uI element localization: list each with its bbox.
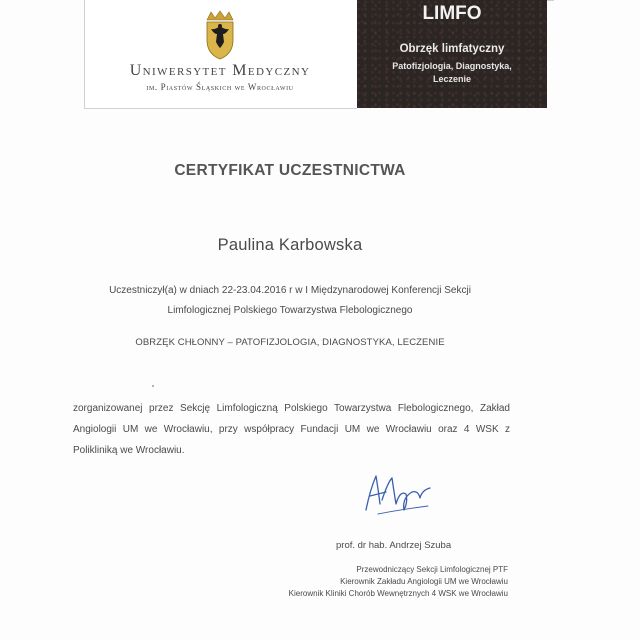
signatory-role-3: Kierownik Kliniki Chorób Wewnętrznych 4 WSK we Wrocławiu <box>288 589 508 598</box>
certificate-title: CERTYFIKAT UCZESTNICTWA <box>174 162 406 179</box>
eagle-crest-icon <box>203 10 237 60</box>
scan-speck <box>152 385 154 387</box>
conference-subtitle: Obrzęk limfatyczny <box>399 43 505 55</box>
university-subtitle: im. Piastów Śląskich we Wrocławiu <box>146 82 294 92</box>
participant-name: Paulina Karbowska <box>217 236 363 254</box>
conference-title: OBRZĘK CHŁONNY – PATOFIZJOLOGIA, DIAGNOSTYKA, LECZENIE <box>135 337 445 348</box>
signatory-name: prof. dr hab. Andrzej Szuba <box>336 540 452 551</box>
participation-line-2: Limfologicznej Polskiego Towarzystwa Flebologicznego <box>167 305 413 316</box>
conference-topics-line-1: Patofizjologia, Diagnostyka, <box>392 61 512 71</box>
conference-logo-text: LIMFO <box>422 3 482 24</box>
participation-line-1: Uczestniczył(a) w dniach 22-23.04.2016 r w I Międzynarodowej Konferencji Sekcji <box>109 285 471 296</box>
university-name: Uniwersytet Medyczny <box>129 62 311 79</box>
handwritten-signature <box>358 470 438 520</box>
conference-topics-line-2: Leczenie <box>432 74 472 84</box>
organizers-paragraph: zorganizowanej przez Sekcję Limfologiczną Polskiego Towarzystwa Flebologicznego, Zakład Angiologii UM we Wrocławiu, przy współpracy Fundacji UM we Wrocławiu oraz 4 WSK z Polikliniką we Wrocławiu. <box>73 403 510 456</box>
signatory-role-1: Przewodniczący Sekcji Limfologicznej PTF <box>356 565 508 574</box>
signatory-role-2: Kierownik Zakładu Angiologii UM we Wrocławiu <box>340 577 508 586</box>
